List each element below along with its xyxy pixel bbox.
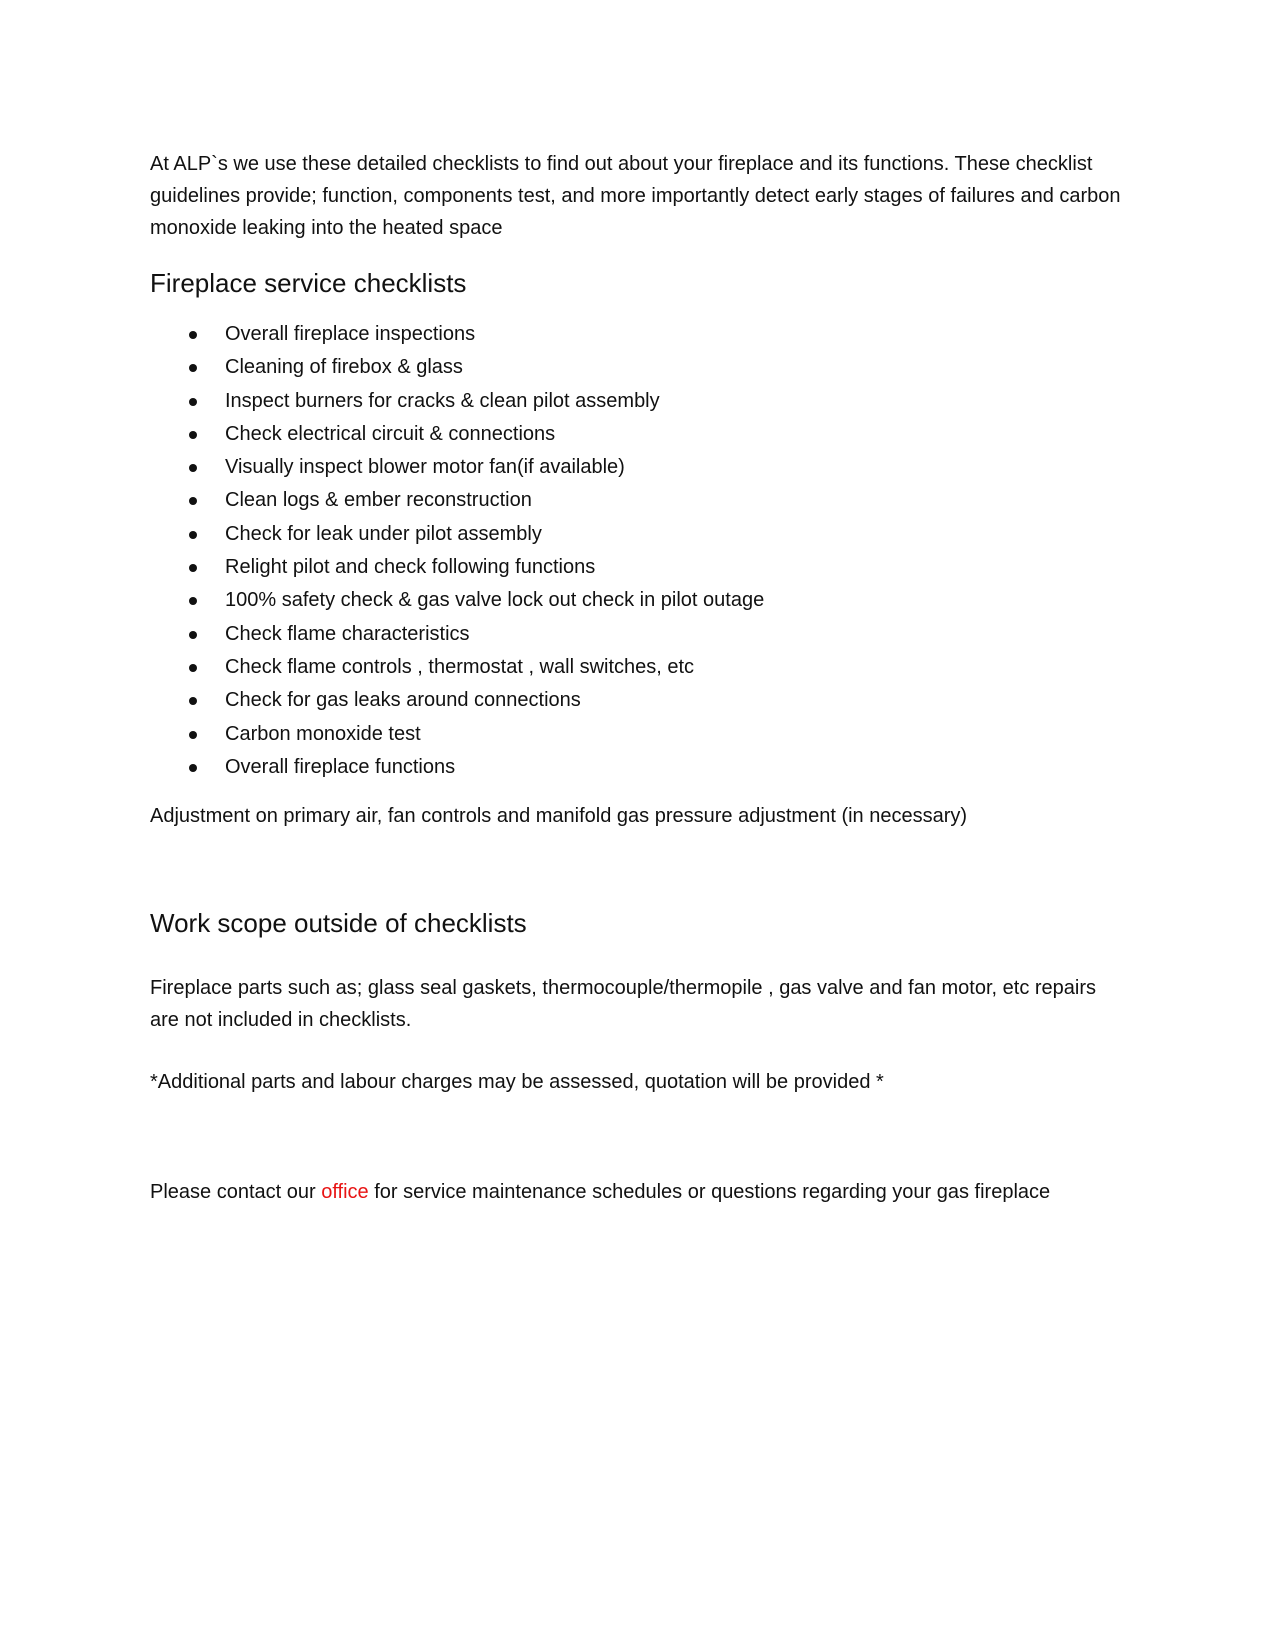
- list-item: [150, 418, 1130, 451]
- list-item: [150, 518, 1130, 551]
- list-item-text: Clean logs & ember reconstruction: [225, 489, 532, 512]
- bullet-icon: [189, 764, 197, 772]
- adjustment-note: Adjustment on primary air, fan controls and manifold gas pressure adjustment (in necessary): [150, 805, 968, 828]
- list-item-text: Check for leak under pilot assembly: [225, 522, 542, 545]
- bullet-icon: [189, 664, 197, 672]
- list-item: [150, 718, 1130, 751]
- bullet-icon: [189, 531, 197, 539]
- office-link[interactable]: office: [321, 1181, 369, 1204]
- list-item-text: Relight pilot and check following functions: [225, 556, 596, 579]
- work-scope-heading: Work scope outside of checklists: [150, 908, 527, 939]
- list-item-text: Check electrical circuit & connections: [225, 422, 556, 445]
- contact-text-before: Please contact our: [150, 1181, 322, 1204]
- list-item: [150, 751, 1130, 784]
- bullet-icon: [189, 497, 197, 505]
- checklist-heading: Fireplace service checklists: [150, 268, 467, 298]
- list-item-text: Inspect burners for cracks & clean pilot assembly: [225, 389, 660, 412]
- list-item: [150, 618, 1130, 651]
- bullet-icon: [189, 464, 197, 472]
- bullet-icon: [189, 331, 197, 339]
- list-item: [150, 651, 1130, 684]
- document-page: [150, 148, 1130, 1208]
- list-item: [150, 318, 1130, 351]
- contact-text-after: for service maintenance schedules or questions regarding your gas fireplace: [368, 1181, 1051, 1204]
- parts-note: Fireplace parts such as; glass seal gaskets, thermocouple/thermopile , gas valve and fan motor, etc repairs are not included in checklists.: [150, 977, 1097, 1032]
- list-item: [150, 385, 1130, 418]
- additional-charges-note: *Additional parts and labour charges may be assessed, quotation will be provided *: [150, 1071, 884, 1094]
- bullet-icon: [189, 398, 197, 406]
- service-checklist: [150, 318, 1130, 784]
- list-item: [150, 551, 1130, 584]
- bullet-icon: [189, 697, 197, 705]
- list-item-text: Check flame characteristics: [225, 622, 470, 645]
- list-item-text: Overall fireplace inspections: [225, 323, 476, 345]
- bullet-icon: [189, 597, 197, 605]
- list-item-text: Overall fireplace functions: [225, 755, 456, 778]
- bullet-icon: [189, 564, 197, 572]
- list-item-text: Check for gas leaks around connections: [225, 689, 581, 712]
- list-item-text: Carbon monoxide test: [225, 722, 421, 745]
- bullet-icon: [189, 631, 197, 639]
- list-item: [150, 584, 1130, 617]
- list-item: [150, 451, 1130, 484]
- list-item-text: Cleaning of firebox & glass: [225, 356, 463, 379]
- bullet-icon: [189, 364, 197, 372]
- bullet-icon: [189, 731, 197, 739]
- bullet-icon: [189, 431, 197, 439]
- list-item: [150, 484, 1130, 517]
- list-item-text: Visually inspect blower motor fan(if available): [225, 456, 625, 479]
- list-item: [150, 684, 1130, 717]
- list-item: [150, 351, 1130, 384]
- list-item-text: Check flame controls , thermostat , wall switches, etc: [225, 655, 695, 678]
- intro-paragraph: At ALP`s we use these detailed checklists to find out about your fireplace and its functions. These checklist guidelines provide; function, components test, and more importantly detect early stages of failures and carbon monoxide leaking into the heated space: [150, 153, 1121, 239]
- contact-paragraph: [150, 1176, 1130, 1208]
- list-item-text: 100% safety check & gas valve lock out check in pilot outage: [225, 589, 765, 612]
